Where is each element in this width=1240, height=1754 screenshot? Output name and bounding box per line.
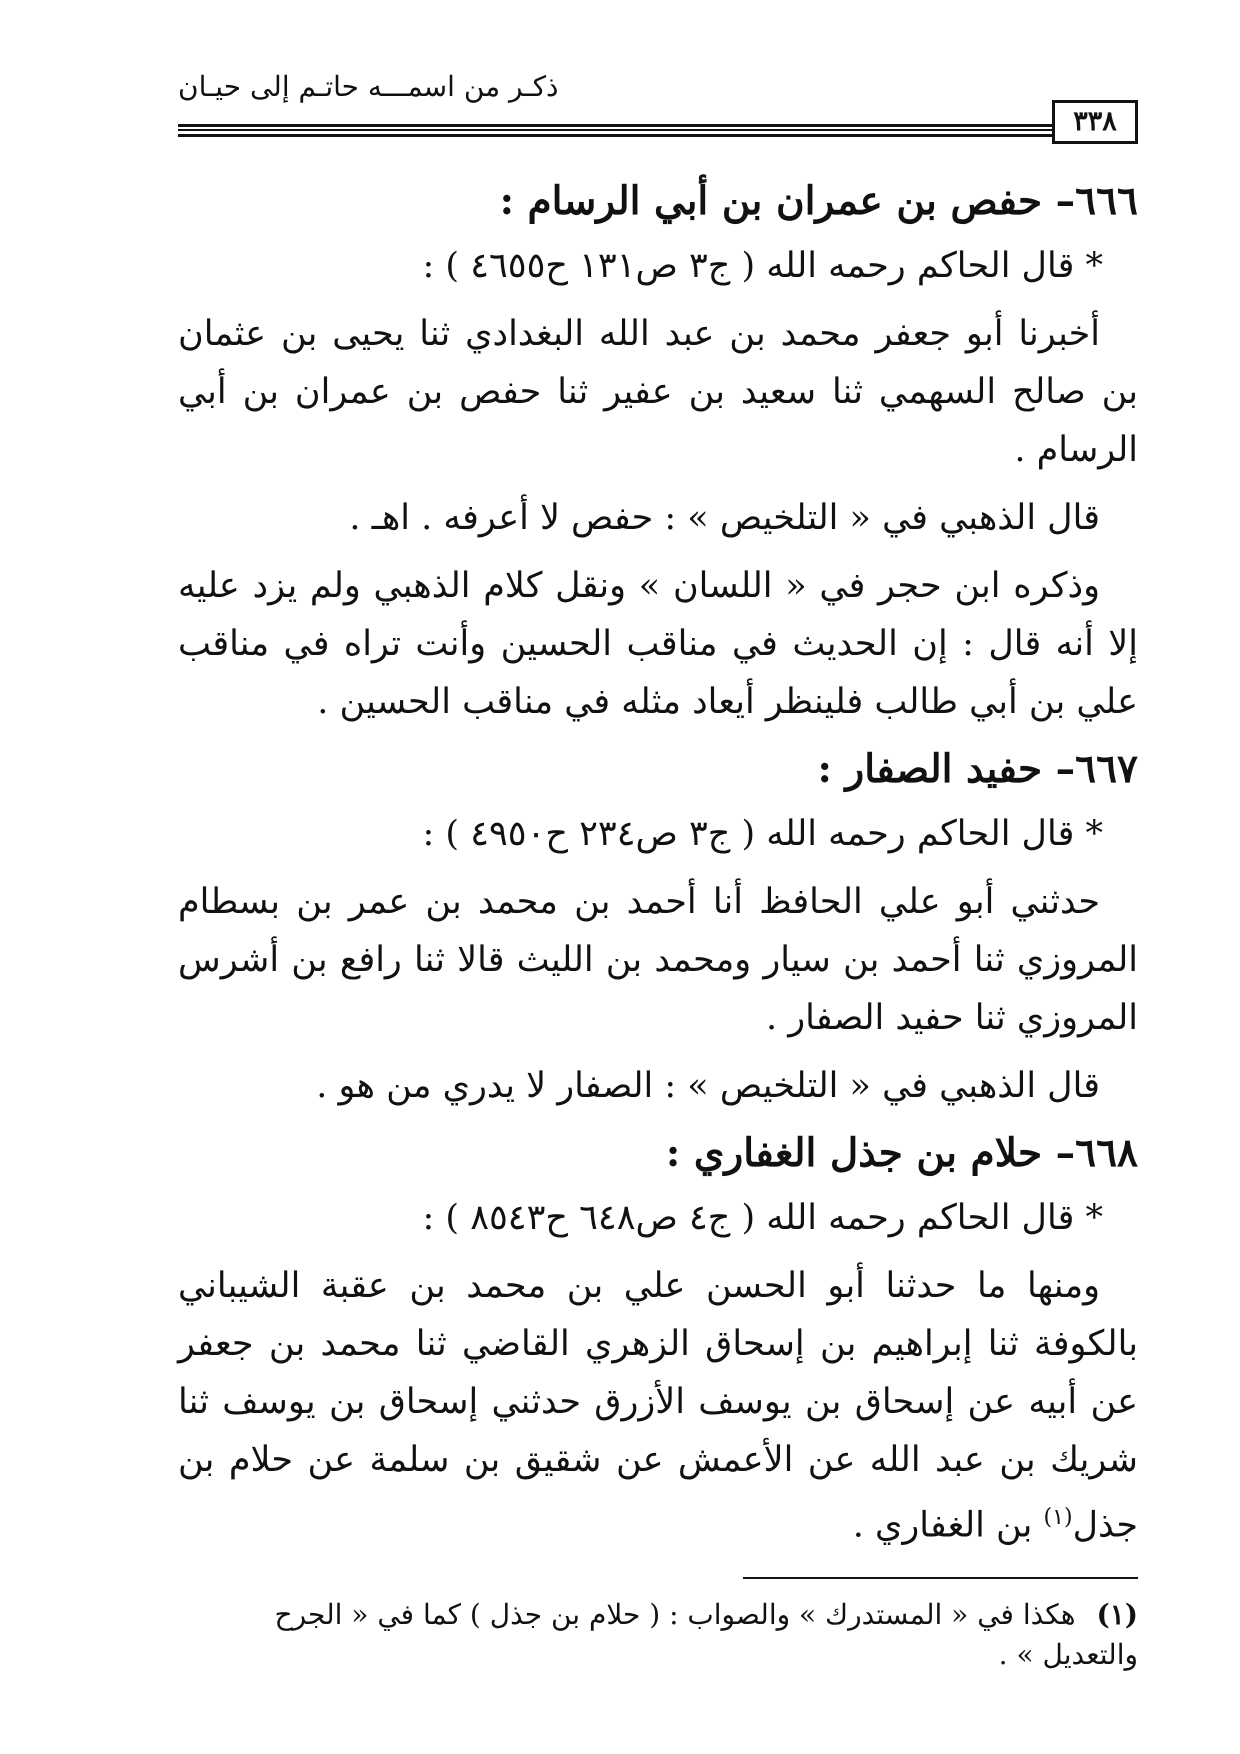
entry-paragraph: قال الذهبي في « التلخيص » : الصفار لا يدري من هو . <box>316 1066 1100 1106</box>
source-line: * قال الحاكم رحمه الله ( ج٣ ص١٣١ ح٤٦٥٥ ) : <box>422 246 1103 286</box>
entry-paragraph-continuation: بن الغفاري . <box>852 1505 1033 1546</box>
footnote-rule <box>743 1577 1138 1579</box>
document-page <box>178 60 1138 1675</box>
footnote-reference: (١) <box>1043 1505 1073 1530</box>
source-line: * قال الحاكم رحمه الله ( ج٤ ص٦٤٨ ح٨٥٤٣ ) : <box>422 1198 1103 1238</box>
entry-paragraph: قال الذهبي في « التلخيص » : حفص لا أعرفه . اهـ . <box>349 498 1100 538</box>
running-title: ذكـر من اسمـــه حاتـم إلى حيـان <box>178 70 559 103</box>
page-header <box>178 60 1138 137</box>
header-rule <box>178 124 1058 137</box>
entry-paragraph: وذكره ابن حجر في « اللسان » ونقل كلام الذهبي ولم يزد عليه إلا أنه قال : إن الحديث في مناقب الحسين وأنت تراه في مناقب علي بن أبي طالب فلينظر أيعاد مثله في مناقب الحسين . <box>178 566 1138 722</box>
footnote-marker: (١) <box>1096 1597 1138 1631</box>
entry-paragraph <box>178 1257 1138 1555</box>
entry-paragraph-text: ومنها ما حدثنا أبو الحسن علي بن محمد بن عقبة الشيباني بالكوفة ثنا إبراهيم بن إسحاق الزهري القاضي ثنا محمد بن جعفر عن أبيه عن إسحاق بن يوسف الأزرق حدثني إسحاق بن يوسف ثنا شريك بن عبد الله عن الأعمش عن شقيق بن سلمة عن حلام بن جذل <box>178 1266 1138 1546</box>
entry-heading: ٦٦٧– حفيد الصفار : <box>817 746 1138 792</box>
entry-666 <box>178 173 1138 731</box>
page-number: ٣٣٨ <box>1052 100 1138 144</box>
footnote <box>178 1595 1138 1675</box>
entry-heading: ٦٦٨– حلام بن جذل الغفاري : <box>665 1130 1138 1176</box>
footnote-text: هكذا في « المستدرك » والصواب : ( حلام بن جذل ) كما في « الجرح والتعديل » . <box>274 1597 1138 1671</box>
source-line: * قال الحاكم رحمه الله ( ج٣ ص٢٣٤ ح٤٩٥٠ ) : <box>422 814 1103 854</box>
entry-paragraph: أخبرنا أبو جعفر محمد بن عبد الله البغدادي ثنا يحيى بن عثمان بن صالح السهمي ثنا سعيد بن عفير ثنا حفص بن عمران بن أبي الرسام . <box>178 314 1138 470</box>
entry-667 <box>178 741 1138 1115</box>
entry-heading: ٦٦٦– حفص بن عمران بن أبي الرسام : <box>499 178 1138 224</box>
entry-paragraph: حدثني أبو علي الحافظ أنا أحمد بن محمد بن عمر بن بسطام المروزي ثنا أحمد بن سيار ومحمد بن الليث قالا ثنا رافع بن أشرس المروزي ثنا حفيد الصفار . <box>178 882 1138 1038</box>
document-content <box>178 173 1138 1555</box>
entry-668 <box>178 1125 1138 1555</box>
